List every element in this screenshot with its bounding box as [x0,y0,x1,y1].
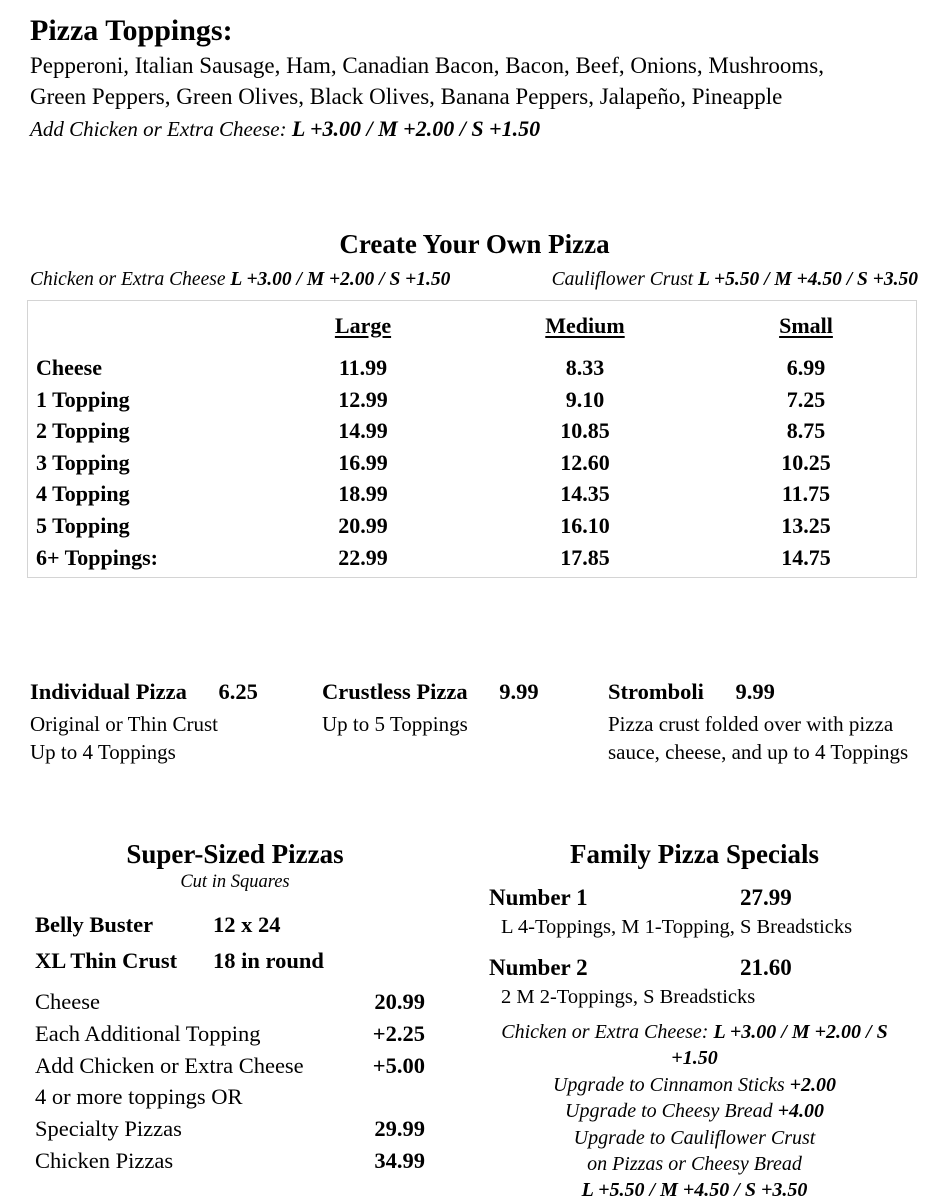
note-cheesy-bread [489,1098,900,1124]
addon-note-label: Add Chicken or Extra Cheese: [30,117,287,141]
table-row-cheese [28,352,916,384]
size-value: 18 in round [213,948,324,973]
note-label: Upgrade to Cinnamon Sticks [552,1073,785,1096]
price-small: 6.99 [786,355,826,380]
header-spacer [28,313,252,339]
addon-note-prices: L +3.00 / M +2.00 / S +1.50 [291,116,541,141]
price-large: 16.99 [338,449,388,475]
column-header-large: Large [334,313,392,338]
create-note-right [552,269,918,291]
row-label: 2 Topping [36,418,130,444]
price-large: 11.99 [338,355,388,380]
special-row-number-2 [489,953,900,983]
create-note-right-label: Cauliflower Crust [551,269,694,290]
item-title [30,678,315,706]
item-name: Stromboli [608,679,704,704]
size-name: Belly Buster [35,912,154,937]
toppings-addon-note [30,114,922,144]
special-row-number-1 [489,883,900,913]
create-note-left-label: Chicken or Extra Cheese [30,269,226,290]
note-price: L +5.50 / M +4.50 / S +3.50 [581,1179,808,1202]
price-row-cheese [30,986,440,1018]
row-price: 20.99 [374,989,425,1014]
note-label: Upgrade to Cauliflower Crust [573,1126,816,1149]
create-note-left-prices: L +3.00 / M +2.00 / S +1.50 [230,269,451,290]
column-header-small: Small [779,313,833,338]
price-large: 18.99 [338,481,388,507]
table-row-1-topping [28,384,916,416]
family-upgrade-notes [489,1019,900,1204]
special-price: 27.99 [740,885,792,910]
row-price: 29.99 [374,1116,425,1142]
note-label: Chicken or Extra Cheese: [501,1021,709,1043]
price-medium: 10.85 [560,418,610,444]
item-name: Crustless Pizza [322,679,468,704]
row-label: Specialty Pizzas [35,1116,182,1142]
price-large: 12.99 [338,386,388,412]
price-table-header-row [28,313,916,339]
super-price-rows [30,986,440,1177]
table-row-3-topping [28,447,916,479]
individual-pizza-item [30,678,315,766]
note-on-pizzas-or-cheesy-bread [489,1151,900,1177]
price-medium: 16.10 [560,512,610,538]
item-name: Individual Pizza [30,679,187,704]
toppings-section [30,12,922,144]
price-row-specialty-pizzas [30,1113,440,1145]
price-small: 14.75 [781,544,831,570]
toppings-heading: Pizza Toppings: [30,14,233,47]
item-description: Original or Thin Crust Up to 4 Toppings [30,712,219,764]
toppings-list-line-1: Pepperoni, Italian Sausage, Ham, Canadian Bacon, Bacon, Beef, Onions, Mushrooms, [30,53,824,78]
item-price: 6.25 [218,679,258,704]
super-size-rows [30,907,440,979]
note-price: L +3.00 / M +2.00 / S +1.50 [671,1021,888,1070]
create-note-right-prices: L +5.50 / M +4.50 / S +3.50 [697,269,918,290]
row-label: 5 Topping [36,512,130,538]
note-label: Upgrade to Cheesy Bread [565,1100,773,1123]
item-description: Pizza crust folded over with pizza sauce, cheese, and up to 4 Toppings [608,712,909,764]
price-large: 20.99 [338,512,388,538]
price-table-body [28,352,916,573]
price-row-additional-topping [30,1018,440,1050]
family-specials-section [489,838,900,1204]
special-description: 2 M 2-Toppings, S Breadsticks [501,986,756,1008]
row-price: +2.25 [372,1020,425,1046]
size-row-xl-thin-crust [30,943,440,979]
price-medium: 9.10 [565,386,605,412]
row-label: Cheese [36,355,102,380]
size-row-belly-buster [30,907,440,943]
super-sized-section [30,838,440,1177]
row-label: Cheese [35,989,100,1014]
row-label: Chicken Pizzas [35,1147,174,1173]
row-price: 34.99 [374,1147,425,1173]
price-row-4-or-more [30,1081,440,1113]
note-cauliflower-crust [489,1125,900,1151]
special-description: L 4-Toppings, M 1-Topping, S Breadsticks [501,916,853,938]
row-label: 4 Topping [36,481,130,507]
table-row-4-topping [28,478,916,510]
price-medium: 17.85 [560,544,610,570]
note-cinnamon-sticks [489,1072,900,1098]
item-price: 9.99 [735,679,775,704]
price-large: 22.99 [338,544,388,570]
note-label: on Pizzas or Cheesy Bread [587,1153,802,1176]
table-row-5-topping [28,510,916,542]
create-pizza-heading: Create Your Own Pizza [339,229,610,259]
table-row-6plus-toppings [28,542,916,574]
column-header-medium: Medium [545,313,625,338]
note-price: +4.00 [777,1100,824,1123]
price-table [27,300,917,578]
price-large: 14.99 [338,418,388,444]
table-row-2-topping [28,415,916,447]
family-specials-heading: Family Pizza Specials [570,839,819,869]
price-medium: 12.60 [560,449,610,475]
create-note-left [30,269,450,291]
price-small: 7.25 [786,386,826,412]
item-description: Up to 5 Toppings [322,712,468,736]
price-small: 13.25 [781,512,831,538]
special-name: Number 2 [489,955,588,980]
row-price: +5.00 [372,1052,425,1078]
note-chicken-extra-cheese [489,1019,900,1072]
item-title [608,678,930,706]
stromboli-item [608,678,930,766]
price-small: 11.75 [781,481,831,507]
price-small: 10.25 [781,449,831,475]
row-label: Each Additional Topping [35,1020,261,1046]
price-row-chicken-pizzas [30,1145,440,1177]
row-label: Add Chicken or Extra Cheese [35,1052,304,1078]
row-label: 6+ Toppings: [36,544,158,570]
size-name: XL Thin Crust [35,948,178,973]
row-label: 3 Topping [36,449,130,475]
price-medium: 8.33 [565,355,605,380]
item-title [322,678,592,706]
toppings-list-line-2: Green Peppers, Green Olives, Black Olives, Banana Peppers, Jalapeño, Pineapple [30,84,783,109]
super-sized-heading: Super-Sized Pizzas [126,839,344,869]
special-price: 21.60 [740,955,792,980]
item-price: 9.99 [499,679,539,704]
row-label: 1 Topping [36,386,130,412]
create-pizza-notes [30,269,918,291]
row-label: 4 or more toppings OR [35,1084,243,1110]
size-value: 12 x 24 [213,912,281,937]
price-row-add-chicken-cheese [30,1050,440,1082]
price-medium: 14.35 [560,481,610,507]
super-sized-subheading: Cut in Squares [180,872,290,892]
note-price: +2.00 [789,1073,837,1096]
special-name: Number 1 [489,885,588,910]
price-small: 8.75 [786,418,826,444]
crustless-pizza-item [322,678,592,739]
